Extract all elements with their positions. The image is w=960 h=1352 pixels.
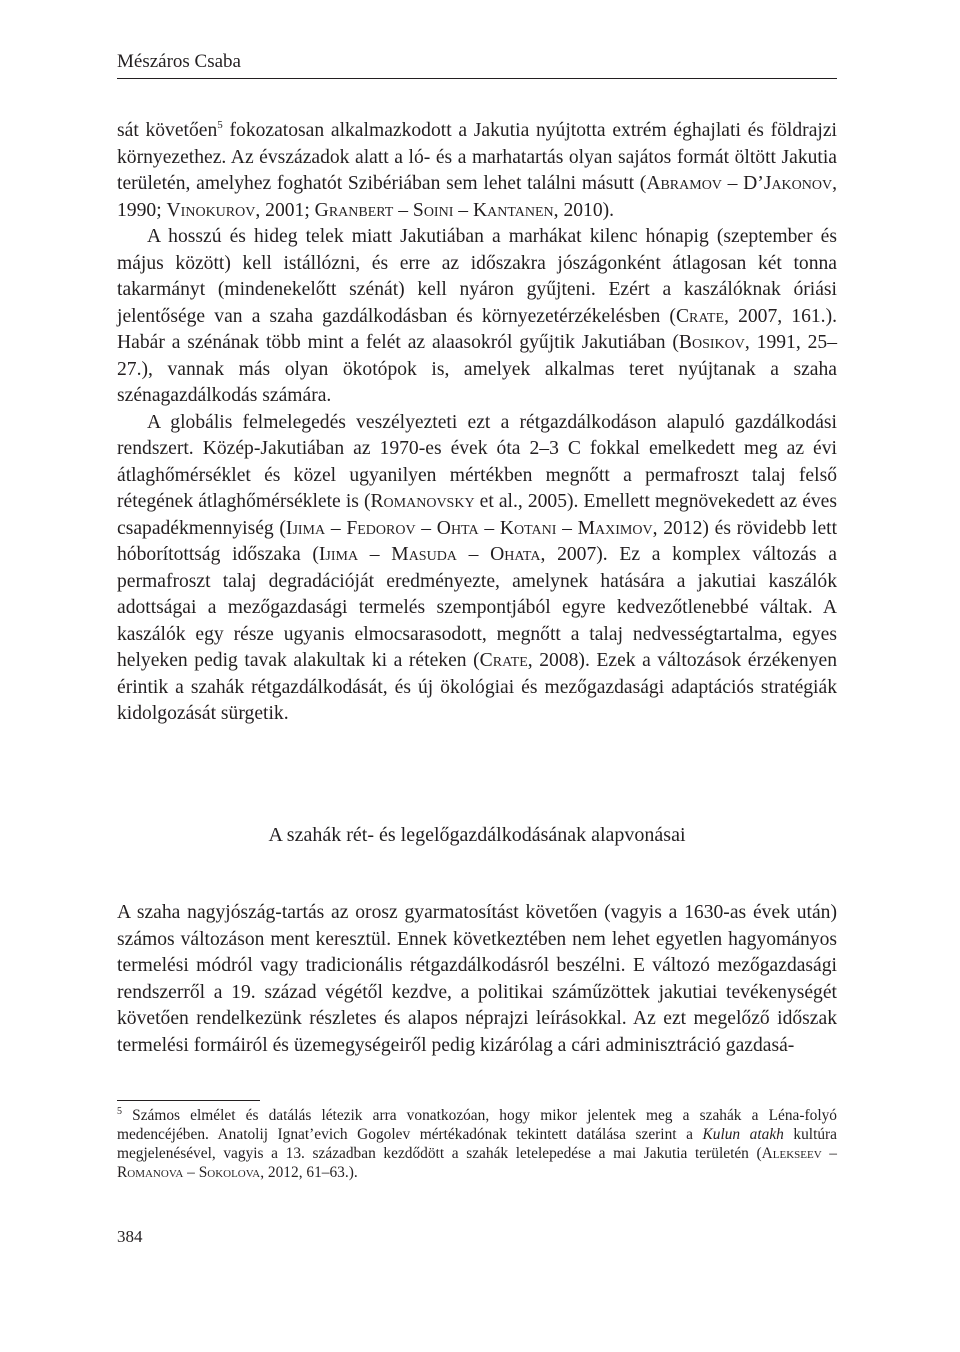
body-text xyxy=(117,118,837,728)
citation-author: Ohta xyxy=(436,517,479,539)
section-text xyxy=(117,900,837,1059)
footnote-number: 5 xyxy=(117,1106,122,1117)
paragraph-1: sát követően$^5$ fokozatosan alkalmazkodott a Jakutia nyújtotta extrém éghajlati és földrajzi környezethez. Az évszázadok alatt a ló- és a marhatartás olyan sajátos formát öltött Jakutia területén, amelyhez foghatót Szibériában sem lehet találni másutt (Abramov – D’Jakonov, 1990; Vinokurov, 2001; Granbert – Soini – Kantanen, 2010). xyxy=(117,119,838,221)
citation-author: Fedorov xyxy=(346,517,416,539)
citation-author: Crate xyxy=(675,305,725,327)
citation-author: Vinokurov xyxy=(166,199,256,221)
citation-author: Crate xyxy=(479,650,528,671)
paragraph-2: A hosszú és hideg telek miatt Jakutiában a marhákat kilenc hónapig (szeptember és május között) kell istállózni, és erre az időszakra jószágonként átlagosan két tonna takarmányt (mindenekelőtt szénát) kell nyáron gyűjteni. Ezért a kaszálóknak óriási jelentősége van a szaha gazdálkodásban és környezetérzékelésben (Crate, 2007, 161.). Habár a szénának több mint a felét az alaasokról gyűjtik Jakutiában (Bosikov, 1991, 25–27.), vannak más olyan ökotópok is, amelyek alkalmas teret nyújtanak a szaha szénagazdálkodás számára. xyxy=(117,226,837,406)
section-heading: A szahák rét- és legelőgazdálkodásának alapvonásai xyxy=(268,824,686,846)
culture-name: Kulun atakh xyxy=(702,1126,784,1143)
citation-author: Bosikov xyxy=(678,332,745,353)
author-name: Mészáros Csaba xyxy=(117,51,241,72)
citation-author: Maximov xyxy=(577,517,653,539)
citation-author: Masuda xyxy=(391,544,457,565)
citation-author: Sokolova xyxy=(198,1164,261,1181)
citation-author: Abramov xyxy=(646,173,722,194)
citation-author: Romanovsky xyxy=(370,491,475,512)
citation-author: Kantanen xyxy=(472,199,554,221)
footnote-5: $^5$ Számos elmélet és datálás létezik arra vonatkozóan, hogy mikor jelentek meg a szahák a Léna-folyó medencéjében. Anatolij Ignat’evich Gogolev mértékadónak tekintett datálása szerint a Kulun atakh kultúra megjelenésével, vagyis a 13. században kezdődött a szahák letelepedése a mai Jakutia területén (Alekseev – Romanova – Sokolova, 2012, 61–63.). xyxy=(117,1106,838,1181)
footnote xyxy=(117,1106,837,1182)
citation-author: D’Jakonov xyxy=(743,173,833,194)
footnote-divider xyxy=(117,1100,260,1101)
paragraph-3: A globális felmelegedés veszélyezteti ezt a rétgazdálkodáson alapuló gazdálkodási rendszert. Közép-Jakutiában az 1970-es évek óta 2–3 C fokkal emelkedett meg az évi átlaghőmérséklet és közel ugyanilyen mértékben megnőtt a permafroszt talaj felső rétegének átlaghőmérséklete is (Romanovsky et al., 2005). Emellett megnövekedett az éves csapadékmennyiség (Ijima – Fedorov – Ohta – Kotani – Maximov, 2012) és rövidebb lett hóborítottság időszaka (Ijima – Masuda – Ohata, 2007). Ez a komplex változás a permafroszt talaj degradációját eredményezte, amelynek hatására a jakutiai kaszálók adottságai a mezőgazdasági termelés szempontjából egyre kedvezőtlenebbé váltak. A kaszálók egy része ugyanis elmocsarasodott, megnőtt a talaj nedvességtartalma, egyes helyeken pedig tavak alakultak ki a réteken (Crate, 2008). Ezek a változások érzékenyen érintik a szahák rétgazdálkodását, és új ökológiai és mezőgazdasági adaptációs stratégiák kidolgozását sürgetik. xyxy=(117,411,838,724)
citation-author: Ijima xyxy=(318,544,359,565)
page-number: 384 xyxy=(117,1227,143,1246)
citation-author: Alekseev xyxy=(761,1145,822,1162)
footnote-reference[interactable]: 5 xyxy=(217,119,223,131)
running-header xyxy=(117,50,837,79)
citation-author: Ohata xyxy=(490,544,541,565)
citation-author: Soini xyxy=(412,199,454,221)
citation-author: Kotani xyxy=(499,517,557,539)
citation-author: Granbert xyxy=(314,199,394,221)
section-paragraph-1: A szaha nagyjószág-tartás az orosz gyarmatosítást követően (vagyis a 1630-as évek után) számos változáson ment keresztül. Ennek következtében nem lehet egyetlen hagyományos termelési módról vagy tradicionális rétgazdálkodásról beszélni. E változó mezőgazdasági rendszerről a 19. század végétől kezdve, a politikai száműzöttek jakutiai tevékenységét követően rendelkezünk részletes és alapos néprajzi leírásokkal. Az ezt megelőző időszak termelési formáiról és üzemegységeiről pedig kizárólag a cári adminisztráció gazdasá- xyxy=(117,902,837,1056)
citation-author: Romanova xyxy=(117,1164,184,1181)
citation-author: Ijima xyxy=(285,517,326,539)
